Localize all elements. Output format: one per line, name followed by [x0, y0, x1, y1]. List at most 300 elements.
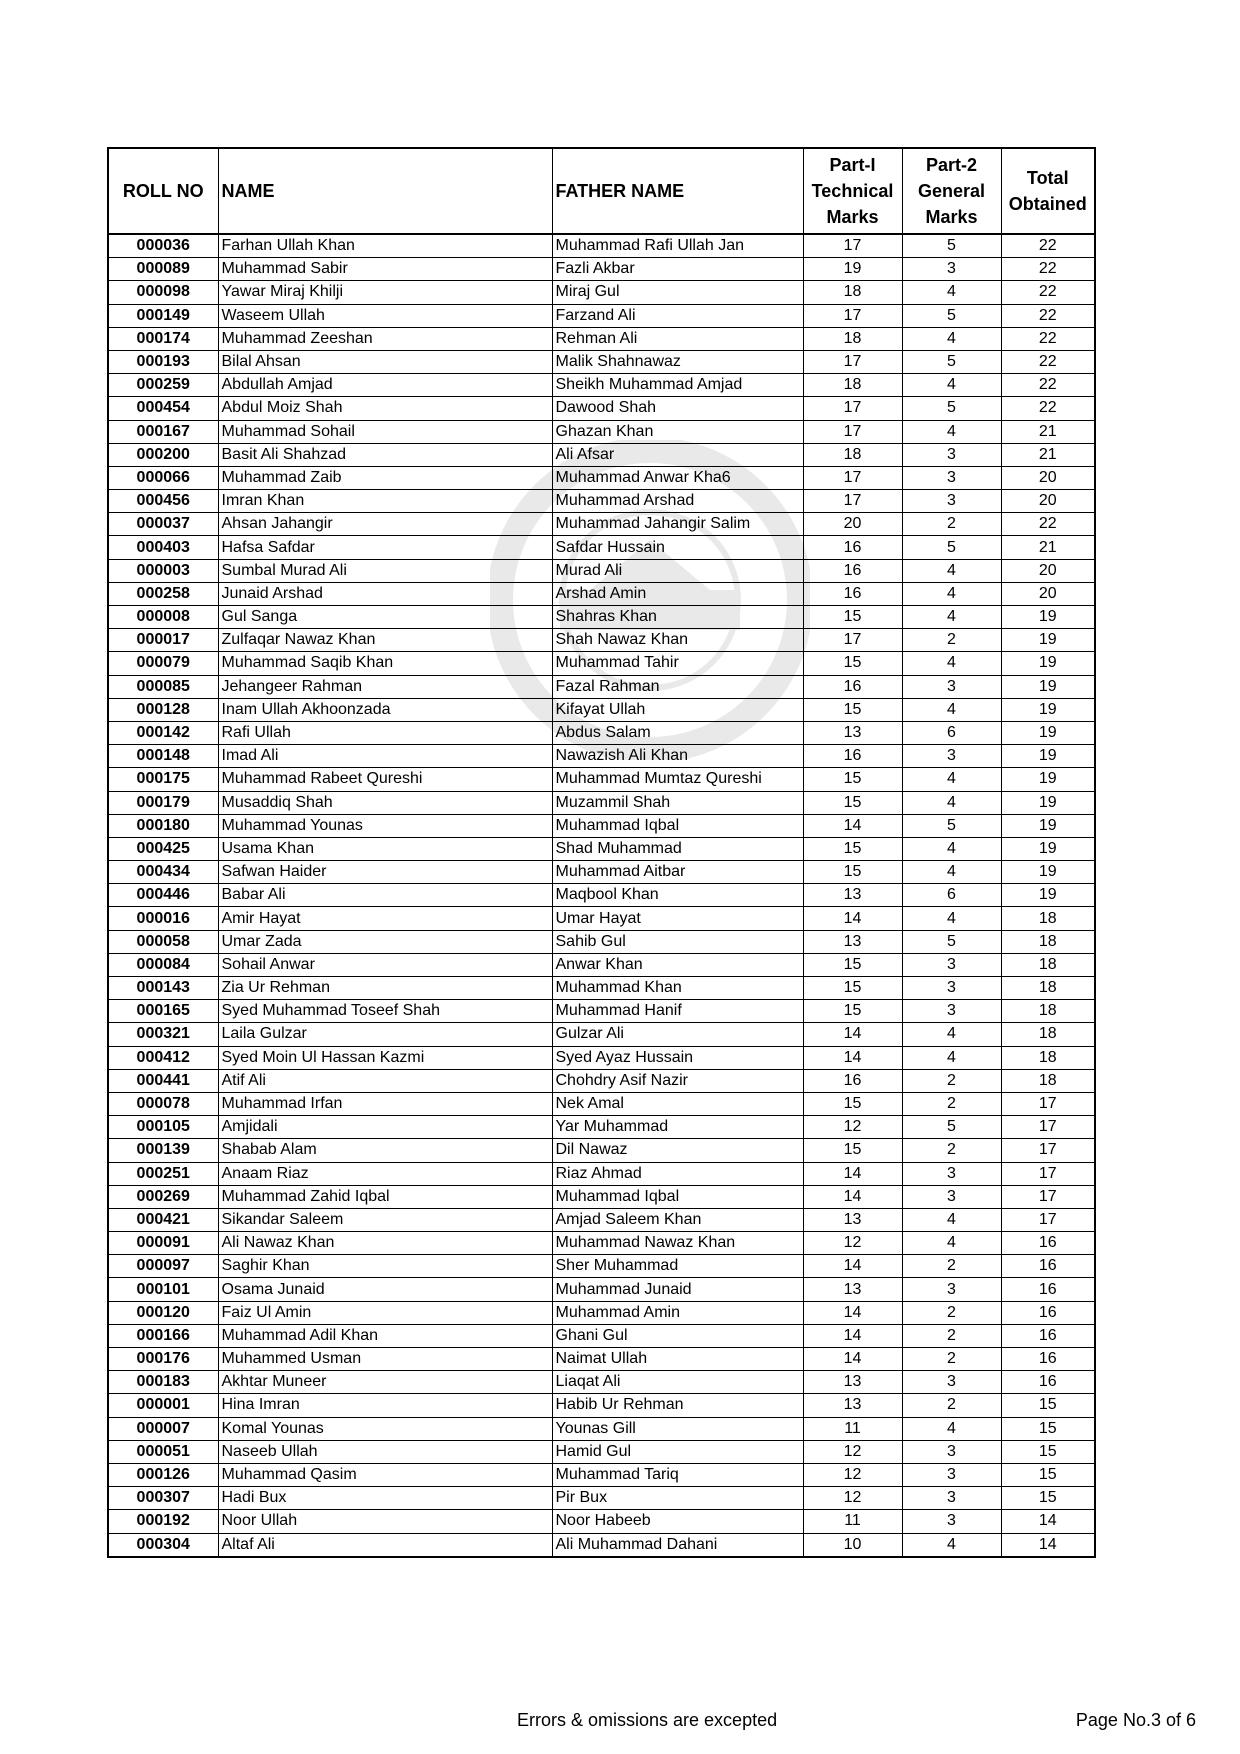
cell-roll-no: 000425 [108, 837, 218, 860]
cell-roll-no: 000192 [108, 1510, 218, 1533]
cell-name: Sumbal Murad Ali [218, 559, 552, 582]
cell-roll-no: 000258 [108, 582, 218, 605]
cell-total-obtained: 18 [1001, 953, 1095, 976]
table-row [108, 1162, 1095, 1185]
cell-part2-marks: 2 [902, 1348, 1001, 1371]
cell-total-obtained: 20 [1001, 466, 1095, 489]
cell-part2-marks: 4 [902, 374, 1001, 397]
cell-part1-marks: 15 [803, 1000, 902, 1023]
cell-roll-no: 000183 [108, 1371, 218, 1394]
table-row [108, 953, 1095, 976]
cell-father-name: Gulzar Ali [552, 1023, 803, 1046]
cell-total-obtained: 19 [1001, 721, 1095, 744]
table-row [108, 327, 1095, 350]
cell-name: Komal Younas [218, 1417, 552, 1440]
table-row [108, 397, 1095, 420]
cell-father-name: Ali Afsar [552, 443, 803, 466]
table-row [108, 1533, 1095, 1557]
cell-total-obtained: 22 [1001, 258, 1095, 281]
cell-part1-marks: 16 [803, 582, 902, 605]
cell-name: Muhammad Rabeet Qureshi [218, 768, 552, 791]
cell-name: Zia Ur Rehman [218, 977, 552, 1000]
cell-part2-marks: 4 [902, 768, 1001, 791]
cell-total-obtained: 14 [1001, 1510, 1095, 1533]
table-row [108, 791, 1095, 814]
table-row [108, 1278, 1095, 1301]
cell-name: Sikandar Saleem [218, 1208, 552, 1231]
cell-part1-marks: 18 [803, 374, 902, 397]
cell-name: Noor Ullah [218, 1510, 552, 1533]
cell-name: Muhammed Usman [218, 1348, 552, 1371]
cell-name: Muhammad Sabir [218, 258, 552, 281]
cell-part1-marks: 15 [803, 837, 902, 860]
cell-part1-marks: 15 [803, 606, 902, 629]
cell-name: Naseeb Ullah [218, 1440, 552, 1463]
cell-part2-marks: 4 [902, 559, 1001, 582]
table-row [108, 698, 1095, 721]
cell-roll-no: 000456 [108, 490, 218, 513]
cell-roll-no: 000421 [108, 1208, 218, 1231]
cell-father-name: Muhammad Iqbal [552, 1185, 803, 1208]
cell-total-obtained: 18 [1001, 1023, 1095, 1046]
cell-name: Ali Nawaz Khan [218, 1232, 552, 1255]
cell-roll-no: 000051 [108, 1440, 218, 1463]
cell-roll-no: 000175 [108, 768, 218, 791]
cell-roll-no: 000098 [108, 281, 218, 304]
cell-name: Waseem Ullah [218, 304, 552, 327]
cell-part2-marks: 5 [902, 814, 1001, 837]
cell-part1-marks: 18 [803, 327, 902, 350]
cell-total-obtained: 22 [1001, 234, 1095, 258]
cell-father-name: Muhammad Khan [552, 977, 803, 1000]
cell-father-name: Muhammad Nawaz Khan [552, 1232, 803, 1255]
header-name: NAME [218, 148, 552, 234]
cell-total-obtained: 18 [1001, 1000, 1095, 1023]
cell-roll-no: 000446 [108, 884, 218, 907]
table-body [108, 234, 1095, 1557]
header-roll-no: ROLL NO [108, 148, 218, 234]
cell-name: Altaf Ali [218, 1533, 552, 1557]
cell-name: Rafi Ullah [218, 721, 552, 744]
cell-father-name: Miraj Gul [552, 281, 803, 304]
cell-name: Akhtar Muneer [218, 1371, 552, 1394]
cell-father-name: Farzand Ali [552, 304, 803, 327]
table-row [108, 1116, 1095, 1139]
header-total-obtained: Total Obtained [1001, 148, 1095, 234]
table-row [108, 490, 1095, 513]
table-row [108, 1417, 1095, 1440]
table-row [108, 814, 1095, 837]
cell-part1-marks: 16 [803, 1069, 902, 1092]
cell-part1-marks: 14 [803, 1185, 902, 1208]
cell-father-name: Hamid Gul [552, 1440, 803, 1463]
cell-total-obtained: 19 [1001, 814, 1095, 837]
cell-total-obtained: 22 [1001, 374, 1095, 397]
cell-father-name: Naimat Ullah [552, 1348, 803, 1371]
table-row [108, 304, 1095, 327]
table-row [108, 559, 1095, 582]
cell-part2-marks: 2 [902, 1301, 1001, 1324]
cell-roll-no: 000143 [108, 977, 218, 1000]
cell-part2-marks: 2 [902, 1394, 1001, 1417]
cell-name: Yawar Miraj Khilji [218, 281, 552, 304]
cell-father-name: Muhammad Jahangir Salim [552, 513, 803, 536]
table-row [108, 768, 1095, 791]
cell-part1-marks: 15 [803, 861, 902, 884]
cell-roll-no: 000079 [108, 652, 218, 675]
cell-name: Amir Hayat [218, 907, 552, 930]
cell-part1-marks: 14 [803, 907, 902, 930]
cell-part2-marks: 6 [902, 884, 1001, 907]
cell-total-obtained: 22 [1001, 350, 1095, 373]
cell-part2-marks: 5 [902, 234, 1001, 258]
table-row [108, 1510, 1095, 1533]
cell-total-obtained: 21 [1001, 443, 1095, 466]
cell-part1-marks: 14 [803, 1023, 902, 1046]
cell-part2-marks: 4 [902, 606, 1001, 629]
cell-part2-marks: 3 [902, 1510, 1001, 1533]
cell-part2-marks: 4 [902, 907, 1001, 930]
cell-part1-marks: 12 [803, 1232, 902, 1255]
cell-part1-marks: 15 [803, 953, 902, 976]
cell-part2-marks: 3 [902, 675, 1001, 698]
cell-total-obtained: 22 [1001, 304, 1095, 327]
cell-part1-marks: 17 [803, 629, 902, 652]
cell-roll-no: 000142 [108, 721, 218, 744]
cell-part1-marks: 15 [803, 698, 902, 721]
cell-part1-marks: 17 [803, 420, 902, 443]
table-row [108, 420, 1095, 443]
table-row [108, 443, 1095, 466]
cell-part1-marks: 17 [803, 397, 902, 420]
cell-father-name: Muhammad Junaid [552, 1278, 803, 1301]
cell-part1-marks: 12 [803, 1487, 902, 1510]
cell-part1-marks: 20 [803, 513, 902, 536]
cell-father-name: Arshad Amin [552, 582, 803, 605]
cell-roll-no: 000066 [108, 466, 218, 489]
cell-part1-marks: 18 [803, 443, 902, 466]
cell-total-obtained: 18 [1001, 977, 1095, 1000]
cell-total-obtained: 19 [1001, 768, 1095, 791]
cell-total-obtained: 20 [1001, 582, 1095, 605]
table-row [108, 1463, 1095, 1486]
cell-part1-marks: 17 [803, 490, 902, 513]
cell-roll-no: 000259 [108, 374, 218, 397]
cell-part2-marks: 4 [902, 327, 1001, 350]
cell-total-obtained: 16 [1001, 1348, 1095, 1371]
cell-part2-marks: 4 [902, 420, 1001, 443]
cell-part2-marks: 2 [902, 629, 1001, 652]
cell-father-name: Shahras Khan [552, 606, 803, 629]
cell-roll-no: 000101 [108, 1278, 218, 1301]
cell-total-obtained: 19 [1001, 652, 1095, 675]
cell-part2-marks: 3 [902, 1463, 1001, 1486]
cell-name: Safwan Haider [218, 861, 552, 884]
table-row [108, 466, 1095, 489]
cell-father-name: Chohdry Asif Nazir [552, 1069, 803, 1092]
cell-total-obtained: 19 [1001, 745, 1095, 768]
cell-name: Anaam Riaz [218, 1162, 552, 1185]
table-row [108, 350, 1095, 373]
cell-name: Babar Ali [218, 884, 552, 907]
cell-roll-no: 000403 [108, 536, 218, 559]
table-row [108, 1255, 1095, 1278]
cell-name: Muhammad Zahid Iqbal [218, 1185, 552, 1208]
table-row [108, 582, 1095, 605]
cell-part1-marks: 15 [803, 652, 902, 675]
cell-father-name: Muhammad Mumtaz Qureshi [552, 768, 803, 791]
cell-total-obtained: 16 [1001, 1232, 1095, 1255]
cell-part2-marks: 3 [902, 1371, 1001, 1394]
cell-part2-marks: 3 [902, 1000, 1001, 1023]
cell-part2-marks: 4 [902, 652, 1001, 675]
cell-roll-no: 000126 [108, 1463, 218, 1486]
cell-part1-marks: 17 [803, 350, 902, 373]
cell-father-name: Anwar Khan [552, 953, 803, 976]
cell-part1-marks: 13 [803, 1371, 902, 1394]
cell-roll-no: 000149 [108, 304, 218, 327]
cell-part2-marks: 5 [902, 304, 1001, 327]
cell-part2-marks: 4 [902, 1417, 1001, 1440]
cell-name: Muhammad Adil Khan [218, 1324, 552, 1347]
cell-roll-no: 000441 [108, 1069, 218, 1092]
cell-father-name: Amjad Saleem Khan [552, 1208, 803, 1231]
cell-total-obtained: 18 [1001, 907, 1095, 930]
cell-father-name: Yar Muhammad [552, 1116, 803, 1139]
cell-roll-no: 000174 [108, 327, 218, 350]
cell-roll-no: 000001 [108, 1394, 218, 1417]
cell-part1-marks: 13 [803, 884, 902, 907]
cell-total-obtained: 16 [1001, 1278, 1095, 1301]
table-row [108, 861, 1095, 884]
cell-name: Shabab Alam [218, 1139, 552, 1162]
cell-father-name: Fazal Rahman [552, 675, 803, 698]
results-table [107, 147, 1096, 1558]
cell-name: Sohail Anwar [218, 953, 552, 976]
cell-part1-marks: 13 [803, 930, 902, 953]
cell-father-name: Fazli Akbar [552, 258, 803, 281]
table-row [108, 606, 1095, 629]
cell-name: Hadi Bux [218, 1487, 552, 1510]
cell-part1-marks: 11 [803, 1510, 902, 1533]
cell-father-name: Muhammad Anwar Kha6 [552, 466, 803, 489]
cell-father-name: Muhammad Hanif [552, 1000, 803, 1023]
cell-part2-marks: 2 [902, 1255, 1001, 1278]
cell-roll-no: 000180 [108, 814, 218, 837]
cell-total-obtained: 19 [1001, 837, 1095, 860]
table-row [108, 1000, 1095, 1023]
cell-roll-no: 000193 [108, 350, 218, 373]
cell-part1-marks: 14 [803, 1324, 902, 1347]
table-row [108, 1394, 1095, 1417]
cell-father-name: Riaz Ahmad [552, 1162, 803, 1185]
cell-father-name: Ali Muhammad Dahani [552, 1533, 803, 1557]
cell-part1-marks: 15 [803, 1139, 902, 1162]
cell-part2-marks: 2 [902, 513, 1001, 536]
cell-part2-marks: 3 [902, 1440, 1001, 1463]
cell-father-name: Shah Nawaz Khan [552, 629, 803, 652]
cell-name: Muhammad Saqib Khan [218, 652, 552, 675]
cell-total-obtained: 22 [1001, 281, 1095, 304]
cell-name: Laila Gulzar [218, 1023, 552, 1046]
table-row [108, 721, 1095, 744]
cell-total-obtained: 17 [1001, 1185, 1095, 1208]
cell-part2-marks: 3 [902, 466, 1001, 489]
table-row [108, 1046, 1095, 1069]
cell-father-name: Muhammad Iqbal [552, 814, 803, 837]
cell-roll-no: 000016 [108, 907, 218, 930]
cell-total-obtained: 20 [1001, 490, 1095, 513]
cell-father-name: Abdus Salam [552, 721, 803, 744]
cell-father-name: Rehman Ali [552, 327, 803, 350]
cell-roll-no: 000084 [108, 953, 218, 976]
table-row [108, 675, 1095, 698]
cell-roll-no: 000128 [108, 698, 218, 721]
cell-father-name: Dawood Shah [552, 397, 803, 420]
cell-name: Usama Khan [218, 837, 552, 860]
cell-father-name: Nawazish Ali Khan [552, 745, 803, 768]
cell-roll-no: 000167 [108, 420, 218, 443]
cell-roll-no: 000089 [108, 258, 218, 281]
page-number: Page No.3 of 6 [1075, 1710, 1196, 1730]
cell-part2-marks: 6 [902, 721, 1001, 744]
cell-total-obtained: 15 [1001, 1487, 1095, 1510]
cell-total-obtained: 19 [1001, 629, 1095, 652]
cell-part1-marks: 15 [803, 977, 902, 1000]
cell-name: Musaddiq Shah [218, 791, 552, 814]
cell-roll-no: 000120 [108, 1301, 218, 1324]
cell-part2-marks: 4 [902, 281, 1001, 304]
cell-name: Muhammad Younas [218, 814, 552, 837]
cell-roll-no: 000434 [108, 861, 218, 884]
cell-part1-marks: 17 [803, 234, 902, 258]
cell-father-name: Muhammad Tahir [552, 652, 803, 675]
cell-father-name: Muhammad Arshad [552, 490, 803, 513]
cell-part2-marks: 4 [902, 1533, 1001, 1557]
cell-name: Abdullah Amjad [218, 374, 552, 397]
cell-part2-marks: 3 [902, 1185, 1001, 1208]
cell-roll-no: 000058 [108, 930, 218, 953]
cell-father-name: Shad Muhammad [552, 837, 803, 860]
cell-name: Muhammad Zeeshan [218, 327, 552, 350]
table-row [108, 1139, 1095, 1162]
cell-name: Umar Zada [218, 930, 552, 953]
cell-part1-marks: 14 [803, 1301, 902, 1324]
header-father-name: FATHER NAME [552, 148, 803, 234]
cell-part2-marks: 3 [902, 977, 1001, 1000]
cell-father-name: Kifayat Ullah [552, 698, 803, 721]
cell-total-obtained: 18 [1001, 1069, 1095, 1092]
cell-part1-marks: 16 [803, 536, 902, 559]
cell-name: Abdul Moiz Shah [218, 397, 552, 420]
cell-name: Imad Ali [218, 745, 552, 768]
cell-roll-no: 000176 [108, 1348, 218, 1371]
table-row [108, 1324, 1095, 1347]
cell-part1-marks: 14 [803, 1255, 902, 1278]
cell-part2-marks: 2 [902, 1069, 1001, 1092]
table-row [108, 629, 1095, 652]
cell-total-obtained: 21 [1001, 536, 1095, 559]
cell-name: Ahsan Jahangir [218, 513, 552, 536]
table-row [108, 1371, 1095, 1394]
table-row [108, 977, 1095, 1000]
cell-part2-marks: 4 [902, 1046, 1001, 1069]
cell-part2-marks: 5 [902, 350, 1001, 373]
cell-name: Farhan Ullah Khan [218, 234, 552, 258]
cell-roll-no: 000037 [108, 513, 218, 536]
table-row [108, 374, 1095, 397]
cell-roll-no: 000412 [108, 1046, 218, 1069]
table-row [108, 1208, 1095, 1231]
cell-total-obtained: 16 [1001, 1371, 1095, 1394]
table-row [108, 1487, 1095, 1510]
cell-part1-marks: 13 [803, 1278, 902, 1301]
cell-total-obtained: 17 [1001, 1116, 1095, 1139]
cell-part2-marks: 3 [902, 953, 1001, 976]
cell-total-obtained: 15 [1001, 1417, 1095, 1440]
cell-part1-marks: 12 [803, 1463, 902, 1486]
cell-total-obtained: 15 [1001, 1463, 1095, 1486]
cell-name: Muhammad Zaib [218, 466, 552, 489]
cell-father-name: Noor Habeeb [552, 1510, 803, 1533]
cell-roll-no: 000200 [108, 443, 218, 466]
table-row [108, 837, 1095, 860]
cell-name: Zulfaqar Nawaz Khan [218, 629, 552, 652]
cell-part2-marks: 2 [902, 1092, 1001, 1115]
cell-part1-marks: 12 [803, 1116, 902, 1139]
cell-roll-no: 000139 [108, 1139, 218, 1162]
cell-total-obtained: 19 [1001, 791, 1095, 814]
cell-name: Syed Muhammad Toseef Shah [218, 1000, 552, 1023]
cell-roll-no: 000148 [108, 745, 218, 768]
cell-roll-no: 000036 [108, 234, 218, 258]
cell-part2-marks: 3 [902, 1278, 1001, 1301]
cell-total-obtained: 21 [1001, 420, 1095, 443]
cell-name: Jehangeer Rahman [218, 675, 552, 698]
cell-part2-marks: 3 [902, 745, 1001, 768]
cell-father-name: Ghazan Khan [552, 420, 803, 443]
table-row [108, 1232, 1095, 1255]
cell-part2-marks: 4 [902, 1023, 1001, 1046]
cell-name: Gul Sanga [218, 606, 552, 629]
cell-roll-no: 000179 [108, 791, 218, 814]
table-row [108, 234, 1095, 258]
cell-roll-no: 000078 [108, 1092, 218, 1115]
cell-father-name: Muhammad Amin [552, 1301, 803, 1324]
cell-part1-marks: 14 [803, 1348, 902, 1371]
cell-name: Basit Ali Shahzad [218, 443, 552, 466]
cell-part1-marks: 17 [803, 304, 902, 327]
cell-father-name: Muzammil Shah [552, 791, 803, 814]
cell-part1-marks: 16 [803, 675, 902, 698]
cell-father-name: Pir Bux [552, 1487, 803, 1510]
cell-total-obtained: 18 [1001, 1046, 1095, 1069]
cell-part2-marks: 5 [902, 1116, 1001, 1139]
cell-part2-marks: 5 [902, 397, 1001, 420]
cell-name: Faiz Ul Amin [218, 1301, 552, 1324]
cell-father-name: Sahib Gul [552, 930, 803, 953]
cell-roll-no: 000017 [108, 629, 218, 652]
cell-name: Hafsa Safdar [218, 536, 552, 559]
cell-part1-marks: 13 [803, 721, 902, 744]
cell-total-obtained: 17 [1001, 1162, 1095, 1185]
table-row [108, 652, 1095, 675]
cell-father-name: Sheikh Muhammad Amjad [552, 374, 803, 397]
table-row [108, 281, 1095, 304]
table-row [108, 907, 1095, 930]
cell-part1-marks: 14 [803, 1162, 902, 1185]
cell-part2-marks: 3 [902, 1162, 1001, 1185]
